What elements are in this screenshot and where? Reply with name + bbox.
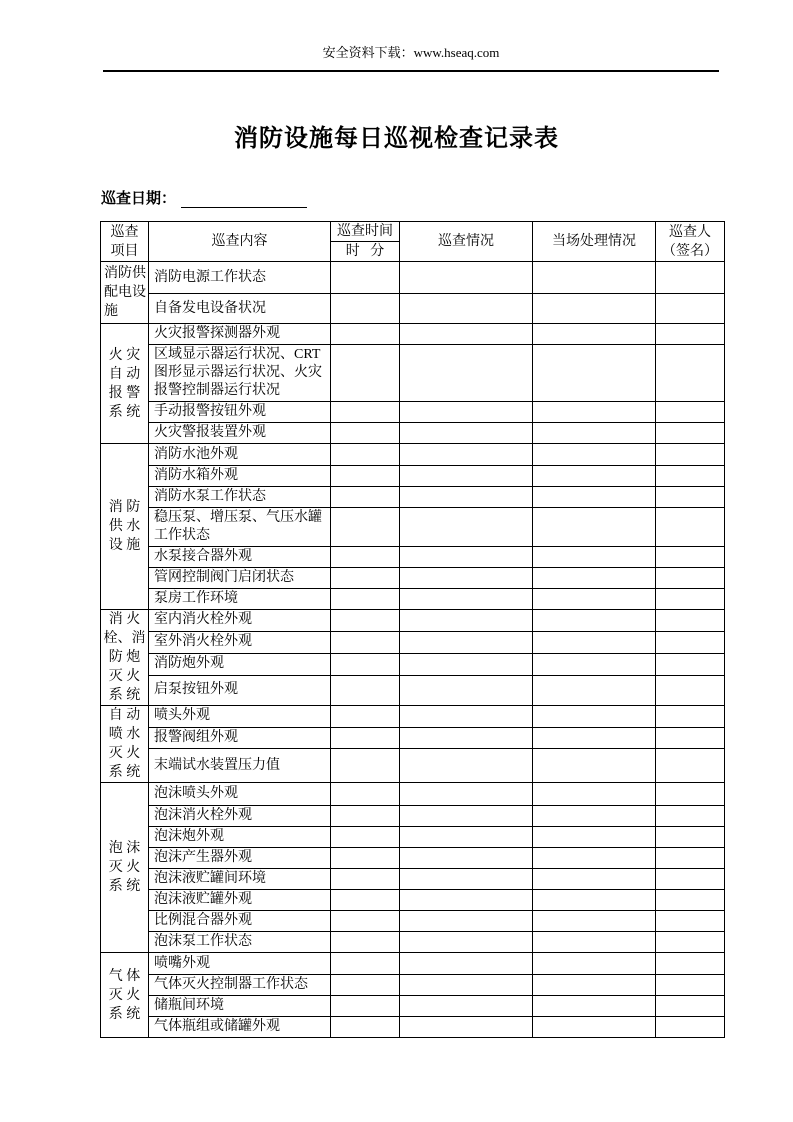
group-label-cell: 消 防 供 水 设 施 — [101, 444, 149, 610]
time-cell[interactable] — [331, 675, 400, 705]
handling-cell[interactable] — [533, 932, 656, 953]
inspection-content-cell: 消防炮外观 — [149, 653, 331, 675]
time-cell[interactable] — [331, 345, 400, 402]
signature-cell[interactable] — [656, 444, 725, 466]
time-cell[interactable] — [331, 508, 400, 547]
situation-cell[interactable] — [400, 631, 533, 653]
handling-cell[interactable] — [533, 749, 656, 783]
group-label-cell: 泡 沫 灭 火 系 统 — [101, 783, 149, 953]
handling-cell[interactable] — [533, 487, 656, 508]
situation-cell[interactable] — [400, 568, 533, 589]
signature-cell[interactable] — [656, 727, 725, 749]
handling-cell[interactable] — [533, 294, 656, 324]
signature-cell[interactable] — [656, 932, 725, 953]
handling-cell[interactable] — [533, 402, 656, 423]
signature-cell[interactable] — [656, 487, 725, 508]
col-header-content: 巡查内容 — [149, 222, 331, 262]
handling-cell[interactable] — [533, 262, 656, 294]
signature-cell[interactable] — [656, 653, 725, 675]
situation-cell[interactable] — [400, 953, 533, 975]
signature-cell[interactable] — [656, 911, 725, 932]
inspection-content-cell: 消防电源工作状态 — [149, 262, 331, 294]
time-cell[interactable] — [331, 706, 400, 728]
handling-cell[interactable] — [533, 444, 656, 466]
col-header-item: 巡查 项目 — [101, 222, 149, 262]
handling-cell[interactable] — [533, 848, 656, 869]
inspection-content-cell: 手动报警按钮外观 — [149, 402, 331, 423]
signature-cell[interactable] — [656, 568, 725, 589]
situation-cell[interactable] — [400, 1017, 533, 1038]
inspection-content-cell: 消防水池外观 — [149, 444, 331, 466]
signature-cell[interactable] — [656, 324, 725, 345]
handling-cell[interactable] — [533, 996, 656, 1017]
time-cell[interactable] — [331, 827, 400, 848]
inspection-content-cell: 比例混合器外观 — [149, 911, 331, 932]
col-header-time: 巡查时间 — [331, 222, 400, 242]
time-cell[interactable] — [331, 975, 400, 996]
inspection-content-cell: 报警阀组外观 — [149, 727, 331, 749]
situation-cell[interactable] — [400, 487, 533, 508]
time-cell[interactable] — [331, 589, 400, 610]
situation-cell[interactable] — [400, 911, 533, 932]
time-cell[interactable] — [331, 911, 400, 932]
time-cell[interactable] — [331, 610, 400, 632]
signature-cell[interactable] — [656, 848, 725, 869]
time-cell[interactable] — [331, 487, 400, 508]
situation-cell[interactable] — [400, 610, 533, 632]
signature-cell[interactable] — [656, 547, 725, 568]
time-cell[interactable] — [331, 423, 400, 444]
col-header-handling: 当场处理情况 — [533, 222, 656, 262]
inspection-content-cell: 泡沫泵工作状态 — [149, 932, 331, 953]
signature-cell[interactable] — [656, 806, 725, 827]
inspection-content-cell: 泡沫产生器外观 — [149, 848, 331, 869]
situation-cell[interactable] — [400, 508, 533, 547]
time-cell[interactable] — [331, 1017, 400, 1038]
situation-cell[interactable] — [400, 653, 533, 675]
download-site-label: 安全资料下载： — [322, 45, 414, 60]
time-cell[interactable] — [331, 653, 400, 675]
inspection-content-cell: 室外消火栓外观 — [149, 631, 331, 653]
time-cell[interactable] — [331, 953, 400, 975]
signature-cell[interactable] — [656, 827, 725, 848]
time-cell[interactable] — [331, 547, 400, 568]
signature-cell[interactable] — [656, 890, 725, 911]
inspection-content-cell: 气体瓶组或储罐外观 — [149, 1017, 331, 1038]
inspection-content-cell: 火灾警报装置外观 — [149, 423, 331, 444]
inspection-content-cell: 末端试水装置压力值 — [149, 749, 331, 783]
handling-cell[interactable] — [533, 1017, 656, 1038]
inspection-content-cell: 自备发电设备状况 — [149, 294, 331, 324]
handling-cell[interactable] — [533, 706, 656, 728]
inspection-content-cell: 稳压泵、增压泵、气压水罐工作状态 — [149, 508, 331, 547]
signature-cell[interactable] — [656, 1017, 725, 1038]
signature-cell[interactable] — [656, 975, 725, 996]
col-header-time-sub: 时 分 — [331, 242, 400, 262]
handling-cell[interactable] — [533, 953, 656, 975]
time-cell[interactable] — [331, 466, 400, 487]
situation-cell[interactable] — [400, 890, 533, 911]
time-cell[interactable] — [331, 568, 400, 589]
time-cell[interactable] — [331, 848, 400, 869]
time-cell[interactable] — [331, 727, 400, 749]
situation-cell[interactable] — [400, 444, 533, 466]
inspection-content-cell: 喷嘴外观 — [149, 953, 331, 975]
situation-cell[interactable] — [400, 727, 533, 749]
signature-cell[interactable] — [656, 783, 725, 806]
handling-cell[interactable] — [533, 568, 656, 589]
handling-cell[interactable] — [533, 783, 656, 806]
signature-cell[interactable] — [656, 466, 725, 487]
time-cell[interactable] — [331, 444, 400, 466]
time-cell[interactable] — [331, 869, 400, 890]
page-header — [103, 44, 719, 72]
situation-cell[interactable] — [400, 262, 533, 294]
handling-cell[interactable] — [533, 911, 656, 932]
handling-cell[interactable] — [533, 589, 656, 610]
signature-cell[interactable] — [656, 423, 725, 444]
signature-cell[interactable] — [656, 996, 725, 1017]
inspection-date-label: 巡查日期： — [101, 191, 177, 207]
group-label-cell: 消 火 栓、消 防 炮 灭 火 系 统 — [101, 610, 149, 706]
inspection-content-cell: 喷头外观 — [149, 706, 331, 728]
handling-cell[interactable] — [533, 610, 656, 632]
group-label-cell: 气 体 灭 火 系 统 — [101, 953, 149, 1038]
signature-cell[interactable] — [656, 294, 725, 324]
handling-cell[interactable] — [533, 869, 656, 890]
situation-cell[interactable] — [400, 547, 533, 568]
signature-cell[interactable] — [656, 706, 725, 728]
situation-cell[interactable] — [400, 675, 533, 705]
handling-cell[interactable] — [533, 324, 656, 345]
time-cell[interactable] — [331, 631, 400, 653]
time-cell[interactable] — [331, 324, 400, 345]
col-header-inspector: 巡查人 （签名） — [656, 222, 725, 262]
situation-cell[interactable] — [400, 589, 533, 610]
time-cell[interactable] — [331, 890, 400, 911]
situation-cell[interactable] — [400, 294, 533, 324]
group-label-cell: 自 动 喷 水 灭 火 系 统 — [101, 706, 149, 783]
signature-cell[interactable] — [656, 402, 725, 423]
situation-cell[interactable] — [400, 402, 533, 423]
situation-cell[interactable] — [400, 932, 533, 953]
situation-cell[interactable] — [400, 423, 533, 444]
inspection-content-cell: 泡沫液贮罐外观 — [149, 890, 331, 911]
inspection-content-cell: 泡沫喷头外观 — [149, 783, 331, 806]
inspection-content-cell: 火灾报警探测器外观 — [149, 324, 331, 345]
signature-cell[interactable] — [656, 345, 725, 402]
handling-cell[interactable] — [533, 806, 656, 827]
inspection-date-field[interactable] — [181, 192, 307, 208]
signature-cell[interactable] — [656, 869, 725, 890]
inspection-content-cell: 消防水泵工作状态 — [149, 487, 331, 508]
inspection-table — [100, 221, 725, 1038]
inspection-content-cell: 室内消火栓外观 — [149, 610, 331, 632]
inspection-content-cell: 储瓶间环境 — [149, 996, 331, 1017]
time-cell[interactable] — [331, 806, 400, 827]
signature-cell[interactable] — [656, 610, 725, 632]
inspection-content-cell: 泡沫炮外观 — [149, 827, 331, 848]
document-title: 消防设施每日巡视检查记录表 — [234, 126, 559, 152]
handling-cell[interactable] — [533, 890, 656, 911]
situation-cell[interactable] — [400, 706, 533, 728]
situation-cell[interactable] — [400, 827, 533, 848]
signature-cell[interactable] — [656, 675, 725, 705]
time-cell[interactable] — [331, 262, 400, 294]
signature-cell[interactable] — [656, 262, 725, 294]
situation-cell[interactable] — [400, 869, 533, 890]
inspection-date-line — [101, 187, 307, 208]
inspection-content-cell: 区域显示器运行状况、CRT图形显示器运行状况、火灾报警控制器运行状况 — [149, 345, 331, 402]
time-cell[interactable] — [331, 294, 400, 324]
time-cell[interactable] — [331, 402, 400, 423]
time-cell[interactable] — [331, 783, 400, 806]
handling-cell[interactable] — [533, 631, 656, 653]
handling-cell[interactable] — [533, 547, 656, 568]
inspection-content-cell: 泡沫消火栓外观 — [149, 806, 331, 827]
inspection-content-cell: 启泵按钮外观 — [149, 675, 331, 705]
col-header-situation: 巡查情况 — [400, 222, 533, 262]
signature-cell[interactable] — [656, 631, 725, 653]
group-label-cell: 火 灾 自 动 报 警 系 统 — [101, 324, 149, 444]
handling-cell[interactable] — [533, 466, 656, 487]
inspection-content-cell: 泡沫液贮罐间环境 — [149, 869, 331, 890]
group-label-cell: 消防供 配电设 施 — [101, 262, 149, 324]
situation-cell[interactable] — [400, 345, 533, 402]
situation-cell[interactable] — [400, 324, 533, 345]
situation-cell[interactable] — [400, 996, 533, 1017]
situation-cell[interactable] — [400, 975, 533, 996]
time-cell[interactable] — [331, 749, 400, 783]
handling-cell[interactable] — [533, 345, 656, 402]
handling-cell[interactable] — [533, 975, 656, 996]
inspection-content-cell: 气体灭火控制器工作状态 — [149, 975, 331, 996]
inspection-content-cell: 消防水箱外观 — [149, 466, 331, 487]
situation-cell[interactable] — [400, 783, 533, 806]
handling-cell[interactable] — [533, 827, 656, 848]
signature-cell[interactable] — [656, 508, 725, 547]
situation-cell[interactable] — [400, 806, 533, 827]
situation-cell[interactable] — [400, 749, 533, 783]
time-cell[interactable] — [331, 996, 400, 1017]
handling-cell[interactable] — [533, 423, 656, 444]
signature-cell[interactable] — [656, 749, 725, 783]
inspection-content-cell: 水泵接合器外观 — [149, 547, 331, 568]
signature-cell[interactable] — [656, 953, 725, 975]
situation-cell[interactable] — [400, 466, 533, 487]
inspection-content-cell: 管网控制阀门启闭状态 — [149, 568, 331, 589]
handling-cell[interactable] — [533, 727, 656, 749]
situation-cell[interactable] — [400, 848, 533, 869]
time-cell[interactable] — [331, 932, 400, 953]
handling-cell[interactable] — [533, 508, 656, 547]
inspection-content-cell: 泵房工作环境 — [149, 589, 331, 610]
handling-cell[interactable] — [533, 653, 656, 675]
download-site-url[interactable]: www.hseaq.com — [413, 45, 500, 60]
signature-cell[interactable] — [656, 589, 725, 610]
handling-cell[interactable] — [533, 675, 656, 705]
